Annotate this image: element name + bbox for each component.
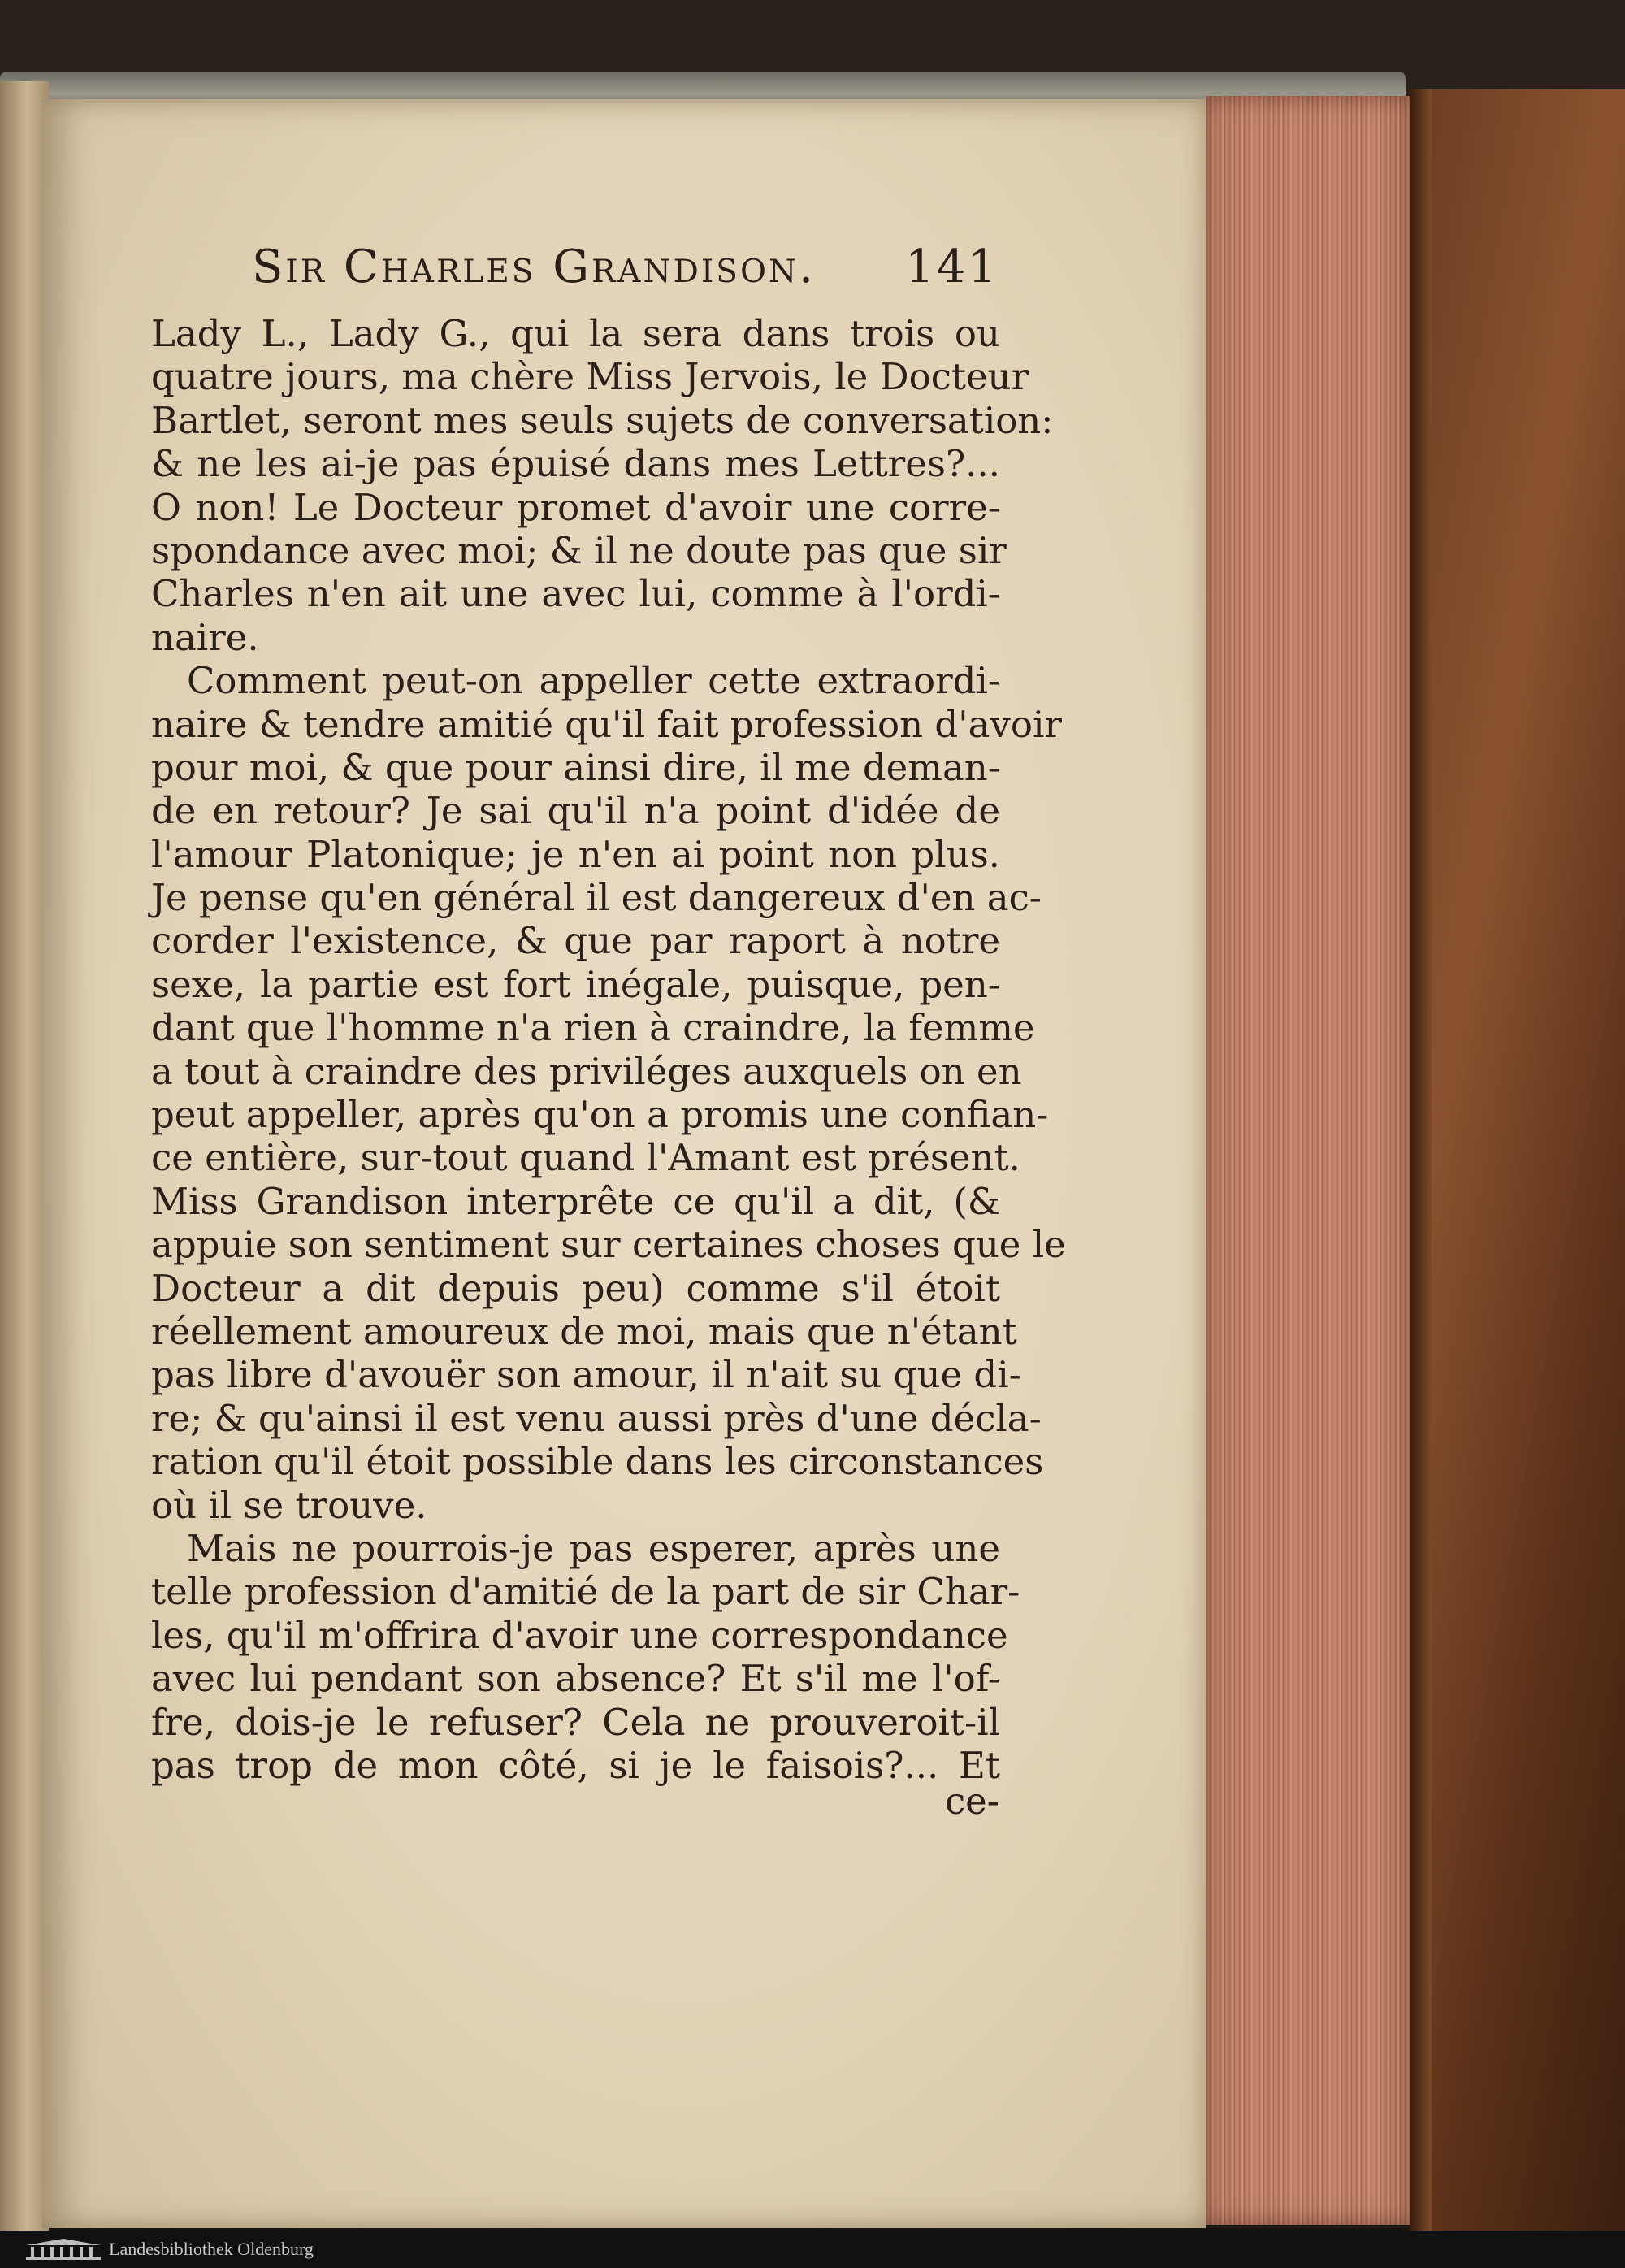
text-line: quatre jours, ma chère Miss Jervois, le Docteur: [151, 355, 1029, 399]
text-line: fre, dois-je le refuser? Cela ne prouveroit-il: [151, 1700, 1000, 1744]
text-line: sexe, la partie est fort inégale, puisque, pen-: [151, 962, 1000, 1006]
text-line: Je pense qu'en général il est dangereux d'en ac-: [151, 876, 1042, 920]
text-line: naire.: [151, 615, 259, 659]
text-line: pour moi, & que pour ainsi dire, il me deman-: [151, 745, 1000, 789]
text-line: appuie son sentiment sur certaines choses que le: [151, 1223, 1066, 1267]
text-line: Charles n'en ait une avec lui, comme à l'ordi-: [151, 572, 1000, 616]
leather-cover: [1410, 89, 1625, 2231]
text-line: O non! Le Docteur promet d'avoir une corre-: [151, 485, 1000, 529]
text-line: les, qu'il m'offrira d'avoir une correspondance: [151, 1613, 1008, 1657]
text-line: l'amour Platonique; je n'en ai point non plus.: [151, 832, 1000, 876]
text-line: spondance avec moi; & il ne doute pas que sir: [151, 528, 1007, 572]
library-logo-icon: [24, 2237, 102, 2261]
text-line: ce entière, sur-tout quand l'Amant est présent.: [151, 1136, 1020, 1180]
text-line: Comment peut-on appeller cette extraordi-: [187, 659, 1000, 703]
page-number: 141: [905, 241, 999, 293]
text-line: Lady L., Lady G., qui la sera dans trois ou: [151, 312, 1000, 355]
text-line: où il se trouve.: [151, 1483, 427, 1527]
page-fore-edge: [1206, 96, 1410, 2225]
text-line: Mais ne pourrois-je pas esperer, après une: [187, 1526, 1000, 1570]
text-line: Miss Grandison interprête ce qu'il a dit, (&: [151, 1179, 1000, 1223]
running-header: [252, 241, 999, 302]
text-line: telle profession d'amitié de la part de sir Char-: [151, 1570, 1020, 1614]
text-line: a tout à craindre des priviléges auxquels on en: [151, 1049, 1022, 1093]
library-name: Landesbibliothek Oldenburg: [109, 2239, 314, 2259]
text-line: Bartlet, seront mes seuls sujets de conversation:: [151, 398, 1054, 442]
text-line: réellement amoureux de moi, mais que n'étant: [151, 1309, 1017, 1353]
text-line: & ne les ai-je pas épuisé dans mes Lettres?...: [151, 442, 1000, 486]
text-line: re; & qu'ainsi il est venu aussi près d'une décla-: [151, 1396, 1042, 1440]
text-line: Docteur a dit depuis peu) comme s'il étoit: [151, 1266, 1000, 1310]
text-line: pas libre d'avouër son amour, il n'ait su que di-: [151, 1353, 1021, 1397]
text-line: naire & tendre amitié qu'il fait profession d'avoir: [151, 702, 1062, 746]
text-line: avec lui pendant son absence? Et s'il me l'of-: [151, 1657, 1000, 1701]
catchword: ce-: [944, 1780, 999, 1823]
text-line: dant que l'homme n'a rien à craindre, la femme: [151, 1006, 1035, 1050]
text-line: ration qu'il étoit possible dans les circonstances: [151, 1440, 1044, 1484]
text-line: de en retour? Je sai qu'il n'a point d'idée de: [151, 789, 1000, 833]
text-line: peut appeller, après qu'on a promis une confian-: [151, 1093, 1049, 1137]
text-line: corder l'existence, & que par raport à notre: [151, 919, 1000, 963]
left-page-edge: [0, 81, 49, 2231]
running-title: Sir Charles Grandison.: [252, 241, 816, 293]
body-text: [151, 312, 1066, 1787]
text-line: pas trop de mon côté, si je le faisois?... Et: [151, 1743, 1000, 1787]
cover-edge: [1410, 89, 1432, 2231]
